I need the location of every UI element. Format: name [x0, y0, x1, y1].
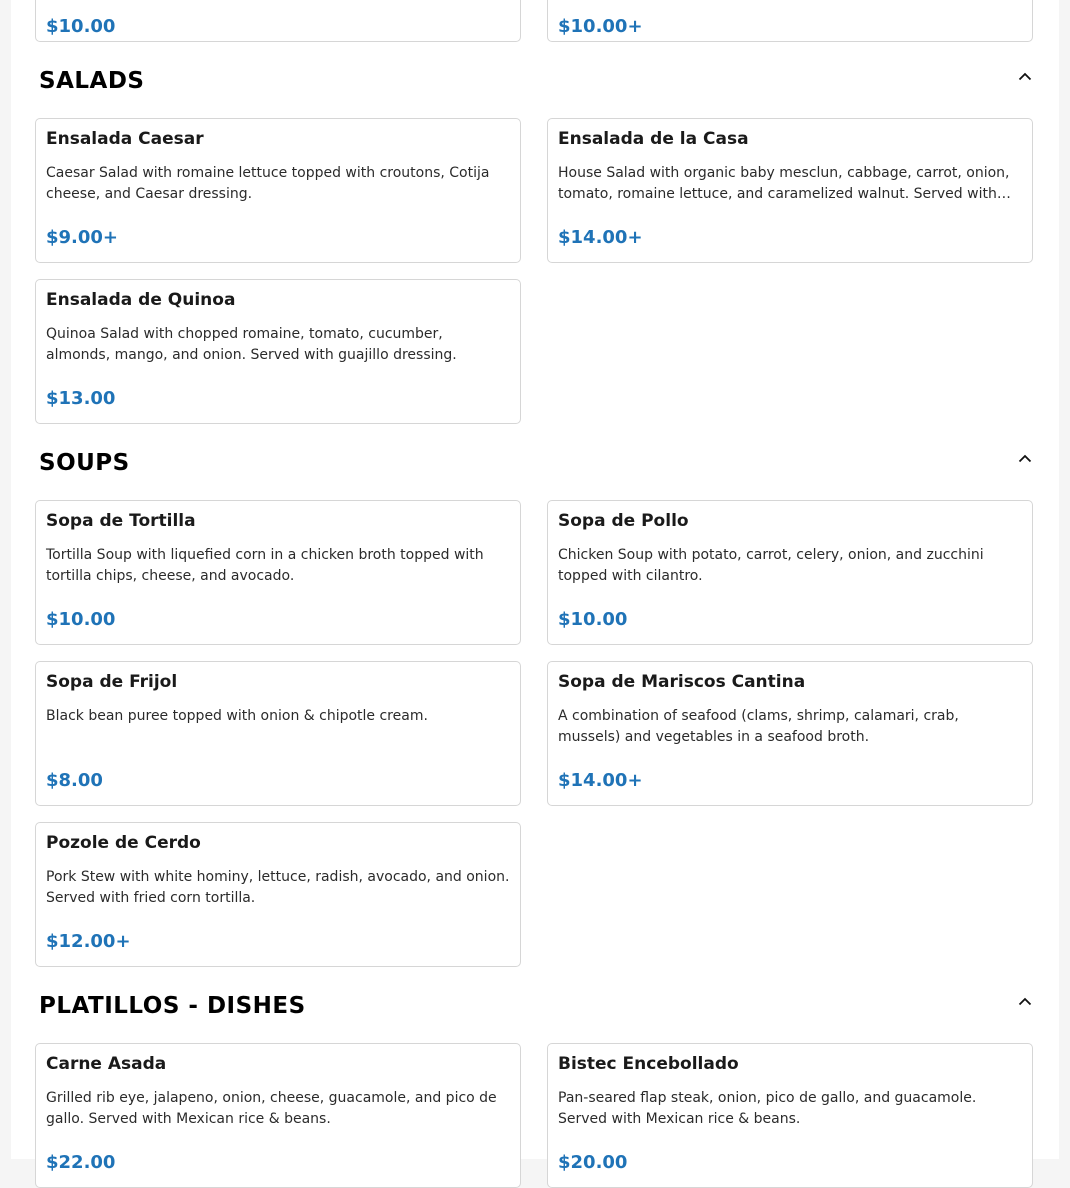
- menu-item-description: House Salad with organic baby mesclun, cabbage, carrot, onion, tomato, romaine lettuce, and caramelized walnut. Served with…: [558, 165, 1011, 202]
- menu-item-card[interactable]: [35, 0, 521, 42]
- section-title-soups: SOUPS: [39, 450, 130, 476]
- menu-item-description: Black bean puree topped with onion & chipotle cream.: [46, 708, 428, 724]
- menu-item-price: $10.00: [558, 609, 628, 630]
- chevron-up-icon: [1018, 454, 1032, 463]
- menu-item-price: $10.00: [46, 609, 116, 630]
- menu-item-description: Tortilla Soup with liquefied corn in a chicken broth topped with tortilla chips, cheese, and avocado.: [46, 547, 484, 584]
- menu-item-description: Quinoa Salad with chopped romaine, tomato, cucumber, almonds, mango, and onion. Served with guajillo dressing.: [46, 326, 457, 363]
- menu-item-name: Pozole de Cerdo: [46, 833, 201, 853]
- menu-item-price: $22.00: [46, 1152, 116, 1173]
- menu-item-price: $9.00+: [46, 227, 119, 248]
- menu-item-card[interactable]: [35, 661, 521, 806]
- chevron-up-icon: [1018, 72, 1032, 81]
- menu-item-price: $10.00+: [558, 16, 643, 37]
- menu-item-price: $13.00: [46, 388, 116, 409]
- collapse-soups-button[interactable]: [1013, 446, 1037, 470]
- menu-item-name: Ensalada Caesar: [46, 129, 204, 149]
- collapse-salads-button[interactable]: [1013, 64, 1037, 88]
- menu-item-price: $10.00: [46, 16, 116, 37]
- menu-item-card[interactable]: [35, 1043, 521, 1188]
- menu-item-card[interactable]: [35, 822, 521, 967]
- menu-item-name: Sopa de Tortilla: [46, 511, 196, 531]
- section-title-salads: SALADS: [39, 68, 145, 94]
- menu-item-description: Grilled rib eye, jalapeno, onion, cheese, guacamole, and pico de gallo. Served with Mexican rice & beans.: [46, 1090, 497, 1127]
- menu-item-price: $20.00: [558, 1152, 628, 1173]
- menu-item-name: Ensalada de Quinoa: [46, 290, 236, 310]
- menu-item-card[interactable]: [35, 500, 521, 645]
- menu-item-price: $14.00+: [558, 770, 643, 791]
- menu-item-name: Carne Asada: [46, 1054, 167, 1074]
- menu-item-card[interactable]: [547, 661, 1033, 806]
- menu-item-description: A combination of seafood (clams, shrimp, calamari, crab, mussels) and vegetables in a seafood broth.: [558, 708, 959, 745]
- menu-item-price: $8.00: [46, 770, 103, 791]
- chevron-up-icon: [1018, 997, 1032, 1006]
- menu-item-description: Chicken Soup with potato, carrot, celery, onion, and zucchini topped with cilantro.: [558, 547, 984, 584]
- menu-item-name: Sopa de Frijol: [46, 672, 178, 692]
- menu-item-card[interactable]: [547, 1043, 1033, 1188]
- menu-item-card[interactable]: [547, 118, 1033, 263]
- menu-item-price: $12.00+: [46, 931, 131, 952]
- menu-item-price: $14.00+: [558, 227, 643, 248]
- menu-item-card[interactable]: [547, 500, 1033, 645]
- menu-item-name: Sopa de Mariscos Cantina: [558, 672, 806, 692]
- menu-item-name: Ensalada de la Casa: [558, 129, 749, 149]
- menu-item-card[interactable]: [35, 118, 521, 263]
- menu-item-card[interactable]: [35, 279, 521, 424]
- menu-item-card[interactable]: [547, 0, 1033, 42]
- menu-item-description: Pork Stew with white hominy, lettuce, radish, avocado, and onion. Served with fried corn tortilla.: [46, 869, 510, 906]
- menu-item-name: Sopa de Pollo: [558, 511, 689, 531]
- section-title-dishes: PLATILLOS - DISHES: [39, 993, 306, 1019]
- menu-item-description: Pan-seared flap steak, onion, pico de gallo, and guacamole. Served with Mexican rice & beans.: [558, 1090, 977, 1127]
- collapse-dishes-button[interactable]: [1013, 989, 1037, 1013]
- menu-item-name: Bistec Encebollado: [558, 1054, 739, 1074]
- menu-page: [11, 0, 1059, 1173]
- menu-item-description: Caesar Salad with romaine lettuce topped with croutons, Cotija cheese, and Caesar dressing.: [46, 165, 490, 202]
